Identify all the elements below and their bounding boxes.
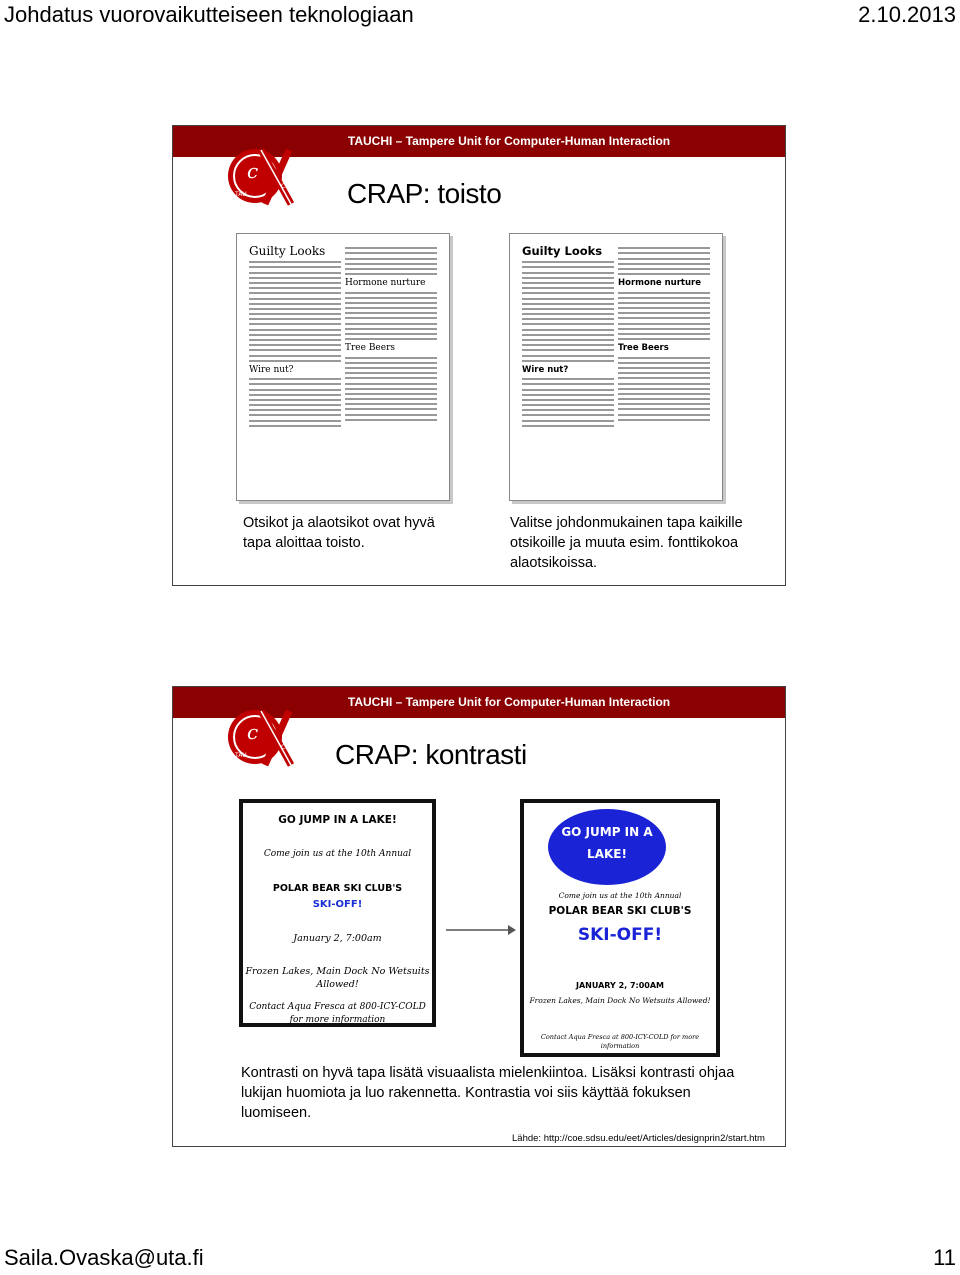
svg-text:CH: CH xyxy=(281,183,290,190)
tauchi-logo-icon xyxy=(225,697,297,769)
doc-subheading: Hormone nurture xyxy=(618,278,701,289)
caption-left: Otsikot ja alaotsikot ovat hyvä tapa aloittaa toisto. xyxy=(243,515,435,551)
slide-repetition xyxy=(172,125,786,586)
author-email[interactable]: Saila.Ovaska@uta.fi xyxy=(4,1245,204,1270)
poster-club: POLAR BEAR SKI CLUB'S xyxy=(548,905,692,917)
slide-caption: Kontrasti on hyvä tapa lisätä visuaalista mielenkiintoa. Lisäksi kontrasti ohjaa lukijan huomiota ja luo rakennetta. Kontrastia voi siis käyttää fokuksen luomiseen. xyxy=(241,1065,735,1121)
banner-text: TAUCHI – Tampere Unit for Computer-Human Interaction xyxy=(347,695,671,709)
document-date: 2.10.2013 xyxy=(858,2,956,27)
doc-subheading: Tree Beers xyxy=(345,343,396,354)
svg-text:TAU: TAU xyxy=(235,191,247,198)
poster-high-contrast xyxy=(520,799,720,1057)
doc-heading: Guilty Looks xyxy=(249,244,326,258)
doc-text-lines xyxy=(249,261,341,362)
arrow-right-icon xyxy=(446,924,516,936)
doc-subheading: Tree Beers xyxy=(618,343,669,354)
svg-text:TAU: TAU xyxy=(235,752,247,759)
poster-date: January 2, 7:00am xyxy=(293,933,382,944)
poster-location: Frozen Lakes, Main Dock No Wetsuits Allowed! xyxy=(529,996,711,1005)
svg-text:c: c xyxy=(247,159,259,183)
doc-text-lines xyxy=(522,378,614,427)
document-title: Johdatus vuorovaikutteiseen teknologiaan xyxy=(4,2,414,27)
doc-text-lines xyxy=(249,378,341,427)
doc-subheading: Hormone nurture xyxy=(345,278,426,289)
svg-text:c: c xyxy=(247,720,259,744)
doc-column-left xyxy=(249,244,341,430)
poster-location: Frozen Lakes, Main Dock No Wetsuits Allowed! xyxy=(245,966,430,990)
poster-low-contrast xyxy=(239,799,436,1027)
caption-right: Valitse johdonmukainen tapa kaikille otsikoille ja muuta esim. fonttikokoa alaotsikoissa. xyxy=(510,515,743,571)
poster-contact: Contact Aqua Fresca at 800-ICY-COLD for more information xyxy=(540,1033,700,1050)
doc-subheading: Wire nut? xyxy=(522,364,569,375)
doc-subheading: Wire nut? xyxy=(249,364,294,375)
doc-text-lines xyxy=(618,357,710,421)
poster-event: SKI-OFF! xyxy=(577,925,663,945)
doc-column-right xyxy=(345,244,437,424)
doc-column-right xyxy=(618,244,710,424)
tauchi-logo-icon xyxy=(225,136,297,208)
poster-intro: Come join us at the 10th Annual xyxy=(263,849,412,859)
poster-club: POLAR BEAR SKI CLUB'S xyxy=(272,883,403,894)
doc-text-lines xyxy=(345,357,437,421)
doc-text-lines xyxy=(345,292,437,341)
slide-title: CRAP: toisto xyxy=(347,178,502,209)
page-header xyxy=(0,0,960,30)
source-link[interactable]: Lähde: http://coe.sdsu.edu/eet/Articles/designprin2/start.htm xyxy=(512,1133,765,1144)
banner-text: TAUCHI – Tampere Unit for Computer-Human Interaction xyxy=(347,134,671,148)
slide-contrast xyxy=(172,686,786,1147)
poster-headline: GO JUMP IN A LAKE! xyxy=(278,814,397,826)
poster-event: SKI-OFF! xyxy=(312,899,363,910)
poster-date: JANUARY 2, 7:00AM xyxy=(575,981,665,990)
poster-headline: GO JUMP IN A LAKE! xyxy=(561,825,653,861)
poster-intro: Come join us at the 10th Annual xyxy=(558,891,682,900)
doc-heading: Guilty Looks xyxy=(522,244,603,258)
poster-contact: Contact Aqua Fresca at 800-ICY-COLD for more information xyxy=(249,1002,426,1025)
doc-text-lines xyxy=(345,247,437,275)
doc-text-lines xyxy=(618,292,710,341)
slide-title: CRAP: kontrasti xyxy=(335,739,527,770)
doc-text-lines xyxy=(618,247,710,275)
document-example-after xyxy=(509,233,723,501)
doc-text-lines xyxy=(522,261,614,362)
document-example-before xyxy=(236,233,450,501)
svg-text:CH: CH xyxy=(281,744,290,751)
page-number: 11 xyxy=(933,1245,956,1270)
doc-column-left xyxy=(522,244,614,430)
